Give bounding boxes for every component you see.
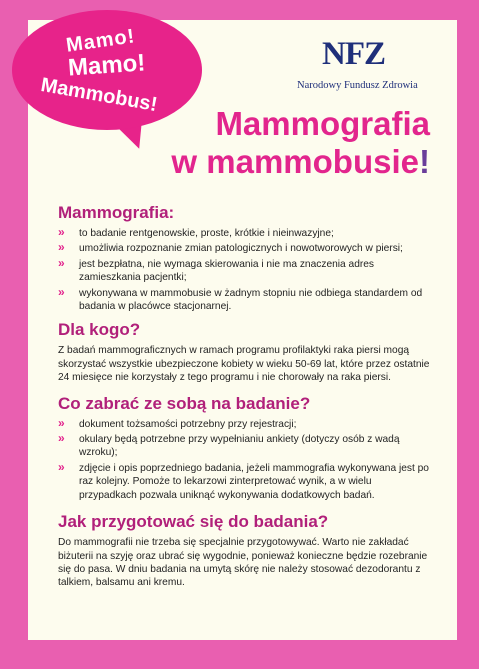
- section-jak-przygotowac: [58, 512, 430, 590]
- chevron-bullet-icon: »: [58, 284, 65, 299]
- title-line-2: [171, 143, 430, 181]
- section-paragraph: Do mammografii nie trzeba się specjalnie przygotowywać. Warto nie zakładać biżuterii na szyję oraz ubrać się wygodnie, ponieważ konieczne będzie rozebranie się do pasa. W dniu badania na umytą skórę nie należy stosować dezodorantu z talkiem, balsamu ani kremu.: [58, 537, 428, 589]
- chevron-bullet-icon: »: [58, 255, 65, 270]
- list-item: [58, 459, 430, 502]
- section-paragraph: Z badań mammograficznych w ramach programu profilaktyki raka piersi mogą skorzystać wszystkie ubezpieczone kobiety w wieku 50-69 lat, które przez ostatnie 24 miesięce nie korzystały z tego programu i nie chorowały na raka piersi.: [58, 345, 430, 384]
- chevron-bullet-icon: »: [58, 225, 65, 239]
- section-co-zabrac: [58, 394, 430, 502]
- page-title: [171, 105, 430, 181]
- title-exclamation: !: [419, 143, 430, 180]
- badge-line-3: Mammobus!: [39, 73, 159, 117]
- section-mammografia: [58, 203, 430, 313]
- chevron-bullet-icon: »: [58, 240, 65, 255]
- list-item: [58, 227, 430, 240]
- list-item: [58, 242, 430, 255]
- nfz-logo-icon: NFZ: [322, 36, 385, 72]
- nfz-logo-subtitle: Narodowy Fundusz Zdrowia: [297, 80, 418, 91]
- badge-line-1: Mamo!: [64, 25, 137, 57]
- bullet-list: [58, 227, 430, 313]
- chevron-bullet-icon: »: [58, 415, 65, 430]
- section-dla-kogo: [58, 320, 430, 384]
- title-line-1: Mammografia: [215, 105, 430, 142]
- bullet-list: [58, 415, 430, 502]
- list-item: [58, 255, 430, 285]
- list-item-text: zdjęcie i opis poprzedniego badania, jeżeli mammografia wykonywana jest po raz kolejny. Pomoże to lekarzowi zinterpretować wynik, a w wielu przypadkach pozwala uniknąć wykonywania dodatkowych badań.: [79, 462, 429, 501]
- section-heading: Mammografia:: [58, 203, 175, 222]
- list-item-text: okulary będą potrzebne przy wypełnianiu ankiety (dotyczy osób z wadą wzroku);: [79, 434, 400, 459]
- list-item-text: wykonywana w mammobusie w żadnym stopniu nie odbiega standardem od badania w placówce stacjonarnej.: [79, 287, 423, 313]
- title-line-2-text: w mammobusie: [171, 143, 419, 180]
- badge-line-2: Mamo!: [67, 49, 147, 82]
- section-heading: Jak przygotować się do badania?: [58, 512, 329, 532]
- list-item-text: to badanie rentgenowskie, proste, krótkie i nieinwazyjne;: [79, 228, 334, 239]
- list-item: [58, 415, 430, 431]
- list-item: [58, 284, 430, 314]
- list-item-text: umożliwia rozpoznanie zmian patologicznych i nowotworowych w piersi;: [79, 243, 403, 255]
- list-item: [58, 433, 430, 460]
- section-heading: Co zabrać ze sobą na badanie?: [58, 393, 311, 413]
- leaflet-content: [58, 203, 430, 590]
- chevron-bullet-icon: »: [58, 431, 65, 446]
- section-heading: Dla kogo?: [58, 320, 141, 340]
- list-item-text: jest bezpłatna, nie wymaga skierowania i nie ma znaczenia adres zamieszkania pacjentki;: [79, 258, 375, 284]
- list-item-text: dokument tożsamości potrzebny przy rejestracji;: [79, 418, 297, 430]
- chevron-bullet-icon: »: [58, 459, 65, 474]
